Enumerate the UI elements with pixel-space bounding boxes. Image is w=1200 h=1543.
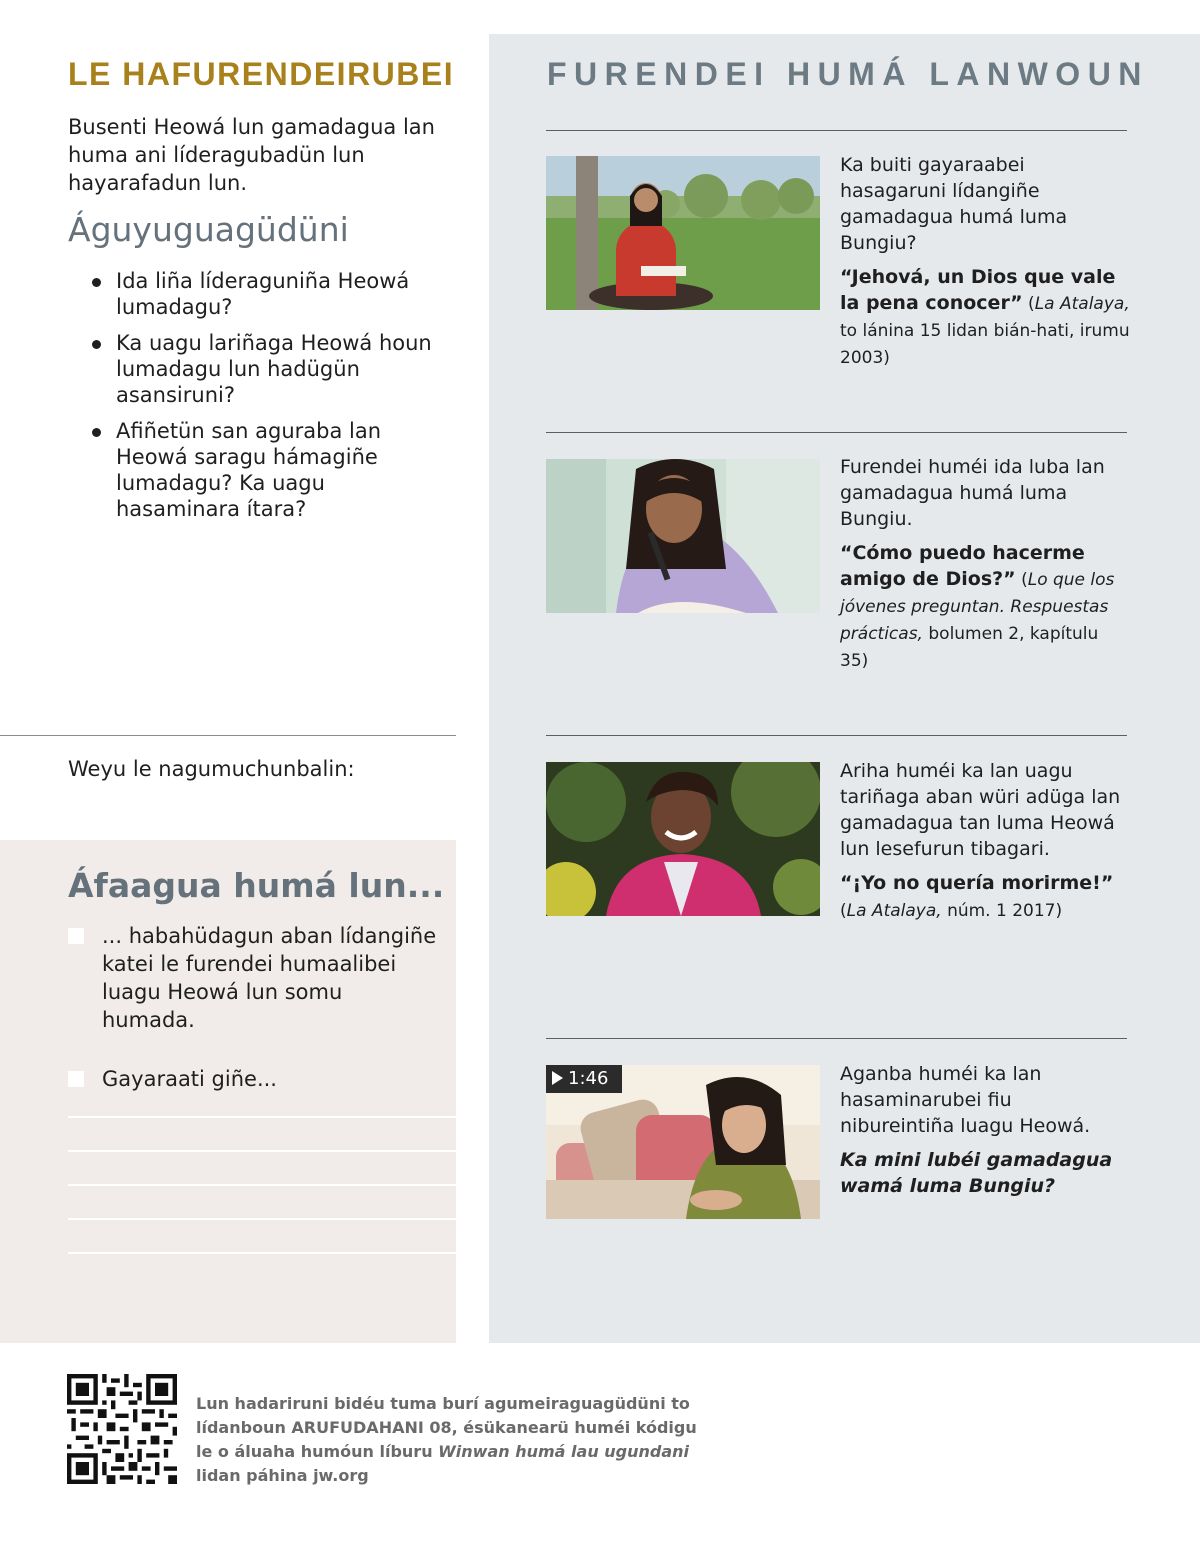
resource-reference[interactable]: “¡Yo no quería morirme!” (La Atalaya, núm. 1 2017): [840, 872, 1114, 921]
write-line[interactable]: [68, 1218, 456, 1220]
review-title: Águyuguagüdüni: [68, 210, 349, 249]
divider: [546, 1038, 1127, 1039]
video-thumbnail[interactable]: [546, 1065, 820, 1219]
summary-intro: Busenti Heowá lun gamadagua lan huma ani líderagubadün lun hayarafadun lun.: [68, 115, 435, 195]
goals-panel: [0, 840, 456, 1343]
checkbox[interactable]: [68, 1071, 84, 1087]
review-question-text: Afiñetün san aguraba lan Heowá saragu hámagiñe lumadagu? Ka uagu hasaminara ítara?: [116, 419, 382, 521]
footer-note: Lun hadariruni bidéu tuma burí agumeiraguagüdüni to lídanboun ARUFUDAHANI 08, ésükanearü huméi kódigu le o áluaha humóun líburu Winwan humá lau ugundani lidan páhina jw.org: [196, 1394, 697, 1485]
publication-name: Lo que los jóvenes preguntan. Respuestas prácticas,: [840, 570, 1115, 644]
goal-item[interactable]: [68, 1065, 438, 1093]
divider: [546, 432, 1127, 433]
resource-reference[interactable]: “Jehová, un Dios que vale la pena conocer” (La Atalaya, to lánina 15 lidan bián-hati, irumu 2003): [840, 266, 1130, 368]
publication-detail: to lánina 15 lidan bián-hati, irumu 2003): [840, 321, 1130, 368]
resource-reference[interactable]: “Cómo puedo hacerme amigo de Dios?” (Lo que los jóvenes preguntan. Respuestas prácticas, bolumen 2, kapítulu 35): [840, 542, 1115, 671]
review-question-text: Ka uagu lariñaga Heowá houn lumadagu lun hadügün asansiruni?: [116, 331, 432, 407]
review-question-text: Ida liña líderaguniña Heowá lumadagu?: [116, 269, 410, 319]
write-line[interactable]: [68, 1184, 456, 1186]
article-title: “Jehová, un Dios que vale la pena conocer”: [840, 266, 1116, 314]
review-question: [90, 268, 455, 320]
divider: [546, 735, 1127, 736]
video-duration: 1:46: [568, 1068, 609, 1089]
young-woman-studying-photo: [546, 459, 820, 613]
checkbox[interactable]: [68, 928, 84, 944]
qr-code-icon[interactable]: [67, 1374, 177, 1484]
bullet-icon: [92, 428, 101, 437]
publication-name: La Atalaya,: [846, 901, 942, 921]
divider: [546, 130, 1127, 131]
book-title: Winwan humá lau ugundani: [438, 1442, 690, 1461]
publication-name: La Atalaya,: [1034, 294, 1130, 314]
goals-title: Áfaagua humá lun...: [68, 866, 445, 905]
video-duration-badge: [546, 1065, 622, 1093]
article-title: “¡Yo no quería morirme!”: [840, 872, 1114, 894]
smiling-woman-photo: [546, 762, 820, 916]
review-questions: [90, 268, 455, 532]
review-question: [90, 418, 455, 522]
resource-item: [840, 152, 1130, 371]
divider: [0, 735, 456, 736]
learn-more-panel: [489, 34, 1200, 1343]
next-visit-label: Weyu le nagumuchunbalin:: [68, 757, 355, 781]
write-line[interactable]: [68, 1150, 456, 1152]
resource-question: Aganba huméi ka lan hasaminarubei fiu nibureintiña luagu Heowá.: [840, 1063, 1091, 1137]
article-title: “Cómo puedo hacerme amigo de Dios?”: [840, 542, 1085, 590]
bullet-icon: [92, 278, 101, 287]
play-icon: [552, 1071, 563, 1085]
goal-item[interactable]: [68, 922, 438, 1034]
resource-question: Ka buiti gayaraabei hasagaruni lídangiñe gamadagua humá luma Bungiu?: [840, 154, 1068, 254]
resource-question: Furendei huméi ida luba lan gamadagua humá luma Bungiu.: [840, 456, 1105, 530]
publication-detail: bolumen 2, kapítulu 35): [840, 624, 1099, 671]
summary-title: LE HAFURENDEIRUBEI: [68, 56, 455, 92]
resource-item: [840, 454, 1130, 674]
video-title[interactable]: Ka mini lubéi gamadagua wamá luma Bungiu?: [840, 1149, 1113, 1197]
bullet-icon: [92, 340, 101, 349]
goal-text: ... habahüdagun aban lídangiñe katei le furendei humaalibei luagu Heowá lun somu humada.: [102, 924, 437, 1032]
goal-text: Gayaraati giñe...: [102, 1067, 277, 1091]
resource-question: Ariha huméi ka lan uagu tariñaga aban würi adüga lan gamadagua tan luma Heowá lun lesefurun tibagari.: [840, 760, 1121, 860]
learn-more-title: FURENDEI HUMÁ LANWOUN: [547, 56, 1149, 92]
resource-item: [840, 1061, 1130, 1199]
write-line[interactable]: [68, 1116, 456, 1118]
write-line[interactable]: [68, 1252, 456, 1254]
review-question: [90, 330, 455, 408]
woman-sitting-in-orchard-photo: [546, 156, 820, 310]
publication-detail: núm. 1 2017): [941, 901, 1063, 921]
resource-item: [840, 758, 1130, 924]
